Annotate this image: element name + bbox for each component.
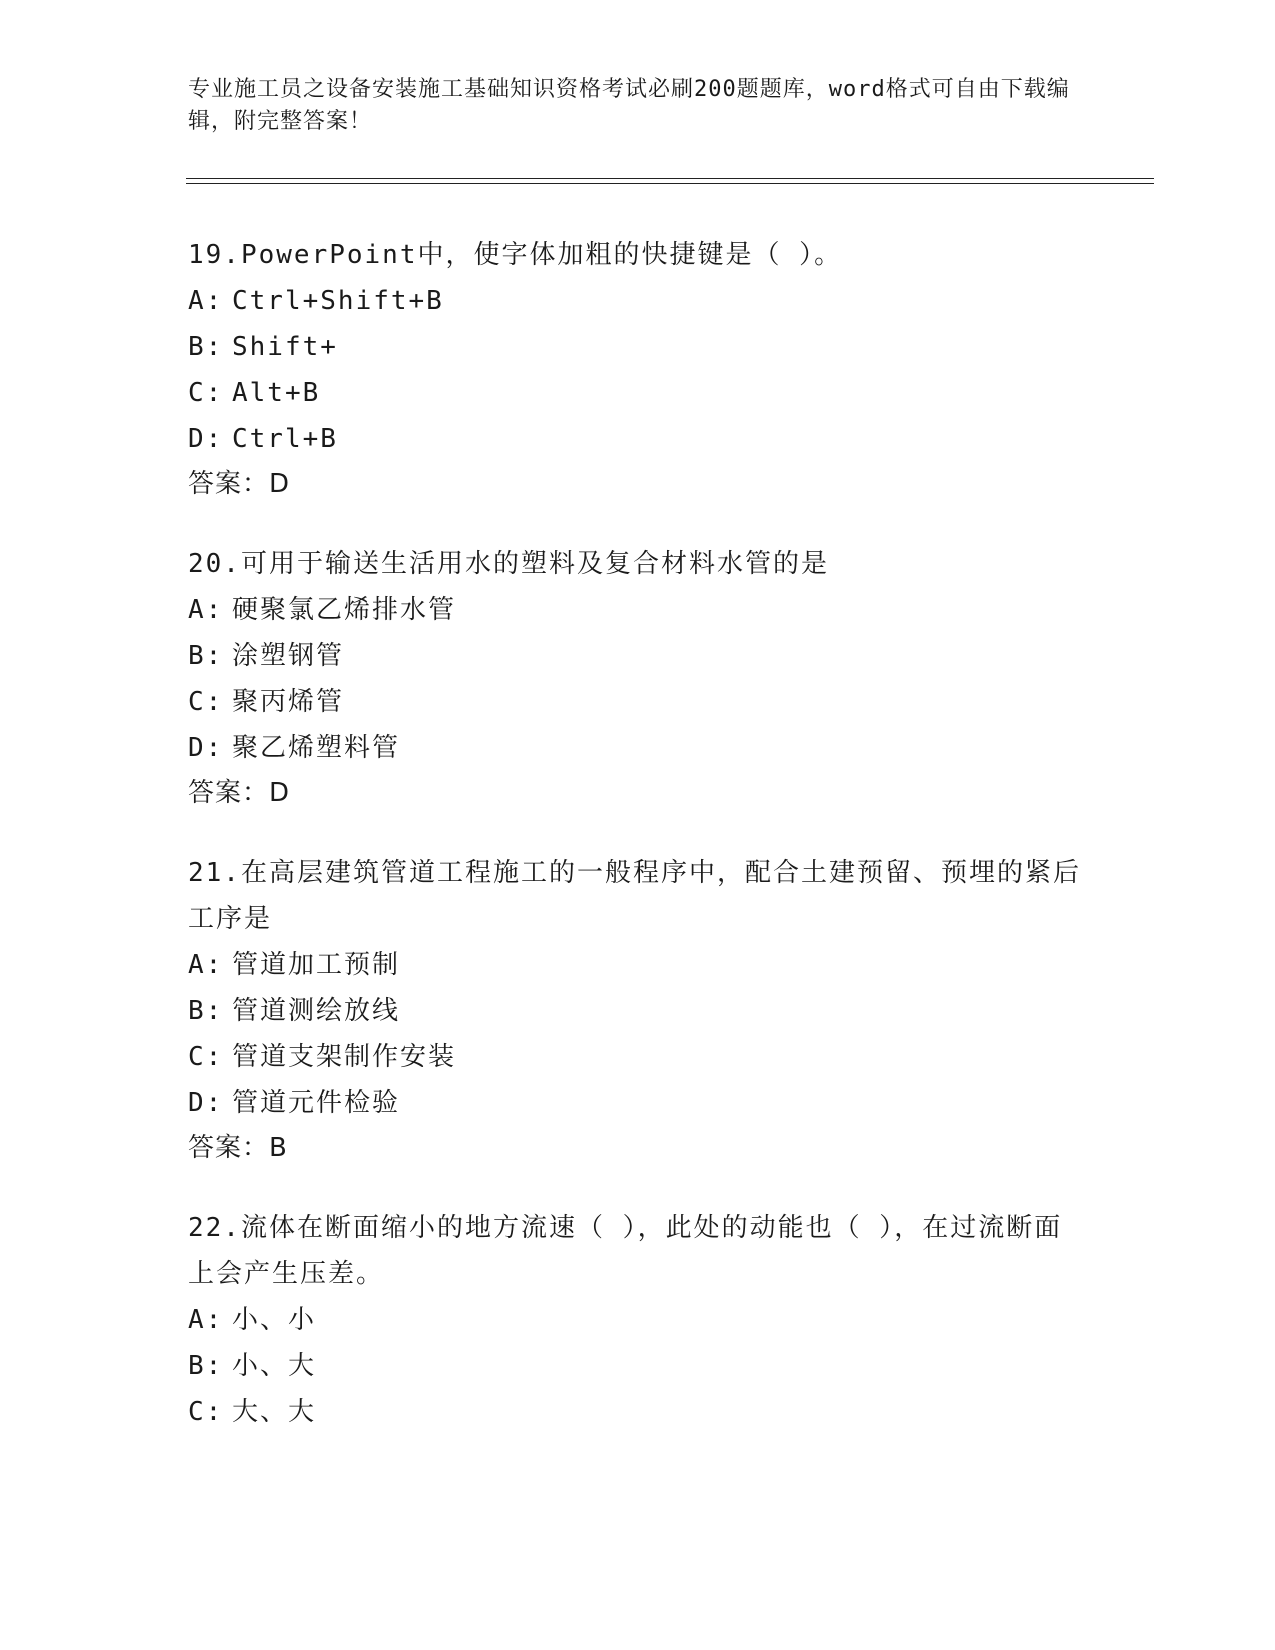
option-letter: A: <box>188 595 224 625</box>
option-letter: A: <box>188 950 224 980</box>
option-d <box>188 1080 1088 1126</box>
option-b <box>188 988 1088 1034</box>
option-b <box>188 633 1088 679</box>
option-c <box>188 1034 1088 1080</box>
option-text: Shift+ <box>232 332 338 362</box>
option-letter: B: <box>188 641 224 671</box>
option-text: 大、大 <box>232 1397 317 1427</box>
document-header <box>188 74 1088 138</box>
option-a <box>188 942 1088 988</box>
question-list <box>188 232 1088 1470</box>
option-d <box>188 416 1088 462</box>
option-letter: B: <box>188 332 224 362</box>
option-letter: B: <box>188 996 224 1026</box>
option-text: 小、大 <box>232 1351 317 1381</box>
option-text: 硬聚氯乙烯排水管 <box>232 595 457 625</box>
option-letter: B: <box>188 1351 224 1381</box>
option-text: 管道加工预制 <box>232 950 401 980</box>
option-letter: A: <box>188 286 224 316</box>
question-22 <box>188 1205 1088 1435</box>
option-c <box>188 1389 1088 1435</box>
question-stem: 22.流体在断面缩小的地方流速（ ），此处的动能也（ ），在过流断面上会产生压差。 <box>188 1213 1063 1289</box>
option-text: Ctrl+B <box>232 424 338 454</box>
option-text: 管道元件检验 <box>232 1088 401 1118</box>
question-20 <box>188 541 1088 815</box>
option-letter: A: <box>188 1305 224 1335</box>
option-letter: C: <box>188 378 224 408</box>
option-letter: C: <box>188 1397 224 1427</box>
option-text: 管道测绘放线 <box>232 996 401 1026</box>
option-letter: D: <box>188 1088 224 1118</box>
answer-line: 答案：D <box>188 469 291 499</box>
question-stem: 21.在高层建筑管道工程施工的一般程序中，配合土建预留、预埋的紧后工序是 <box>188 858 1081 934</box>
header-divider-bottom <box>186 183 1154 184</box>
option-a <box>188 1297 1088 1343</box>
option-text: Alt+B <box>232 378 321 408</box>
option-b <box>188 1343 1088 1389</box>
option-text: 管道支架制作安装 <box>232 1042 457 1072</box>
answer-line: 答案：D <box>188 778 291 808</box>
option-a <box>188 587 1088 633</box>
question-21 <box>188 850 1088 1170</box>
option-letter: C: <box>188 1042 224 1072</box>
option-d <box>188 725 1088 771</box>
option-text: Ctrl+Shift+B <box>232 286 444 316</box>
question-19 <box>188 232 1088 506</box>
answer-line: 答案：B <box>188 1133 288 1163</box>
option-letter: C: <box>188 687 224 717</box>
option-letter: D: <box>188 733 224 763</box>
option-b <box>188 324 1088 370</box>
option-text: 小、小 <box>232 1305 317 1335</box>
option-text: 涂塑钢管 <box>232 641 345 671</box>
header-divider-top <box>186 178 1154 179</box>
header-text: 专业施工员之设备安装施工基础知识资格考试必刷200题题库，word格式可自由下载编辑，附完整答案！ <box>188 77 1070 134</box>
question-stem: 20.可用于输送生活用水的塑料及复合材料水管的是 <box>188 549 829 579</box>
option-text: 聚乙烯塑料管 <box>232 733 401 763</box>
option-c <box>188 679 1088 725</box>
option-text: 聚丙烯管 <box>232 687 345 717</box>
option-c <box>188 370 1088 416</box>
option-letter: D: <box>188 424 224 454</box>
option-a <box>188 278 1088 324</box>
question-stem: 19.PowerPoint中，使字体加粗的快捷键是（ ）。 <box>188 240 843 270</box>
